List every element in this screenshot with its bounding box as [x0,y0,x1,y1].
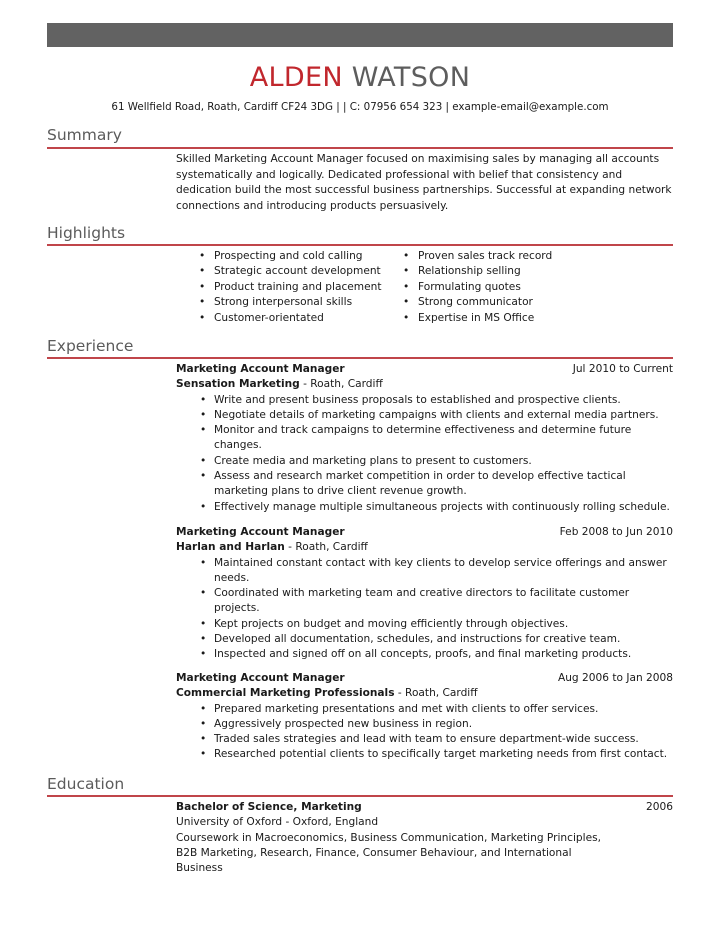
highlights-heading: Highlights [47,224,126,242]
highlight-item: • Expertise in MS Office [403,311,552,326]
summary-text: Skilled Marketing Account Manager focused on maximising sales by managing all accounts systematically and logically. Dedicated professional with belief that consistency and dedication build the most successful business partnerships. Successful at expanding network connections and introducing products persuasively. [176,153,672,212]
highlights-rule [47,244,673,246]
job-entry [176,671,673,763]
job-dates: Feb 2008 to Jun 2010 [559,526,673,538]
job-bullet: • Traded sales strategies and lead with team to ensure department-wide success. [200,733,639,746]
job-location: - Roath, Cardiff [394,687,478,700]
school: University of Oxford - Oxford, England [176,816,379,829]
education-rule [47,795,673,797]
job-dates: Aug 2006 to Jan 2008 [557,672,673,684]
experience-heading: Experience [47,337,134,355]
job-bullets [200,702,673,763]
job-bullet: • Negotiate details of marketing campaigns with clients and external media partners. [200,408,659,421]
job-entry [176,362,673,515]
job-bullet: • Create media and marketing plans to present to customers. [200,454,532,467]
summary-rule [47,147,673,149]
coursework: Coursework in Macroeconomics, Business Communication, Marketing Principles, B2B Marketing, Research, Finance, Consumer Behaviour, and International Business [176,831,601,875]
highlight-item: • Formulating quotes [403,280,552,295]
job-bullet: • Prepared marketing presentations and met with clients to offer services. [200,702,599,715]
company-name: Commercial Marketing Professionals [176,687,395,700]
job-title: Marketing Account Manager [176,363,345,375]
header-bar [47,23,673,47]
highlight-item: • Proven sales track record [403,249,552,264]
job-bullet: • Coordinated with marketing team and creative directors to facilitate customer projects. [200,587,630,615]
highlight-item: • Relationship selling [403,264,552,279]
job-bullet: • Monitor and track campaigns to determine effectiveness and determine future changes. [200,424,632,452]
job-location: - Roath, Cardiff [284,541,368,554]
job-title: Marketing Account Manager [176,526,345,538]
job-entry [176,525,673,663]
candidate-name [0,62,720,93]
highlights-right-column [403,249,552,326]
highlight-item: • Customer-orientated [199,311,382,326]
job-bullets [200,556,673,663]
job-bullet: • Assess and research market competition in order to develop effective tactical marketing plans to drive client revenue growth. [200,470,626,498]
highlights-left-column [199,249,382,326]
highlight-item: • Strategic account development [199,264,382,279]
highlight-item: • Prospecting and cold calling [199,249,382,264]
job-bullet: • Effectively manage multiple simultaneous projects with continuously rolling schedule. [200,500,670,513]
last-name: WATSON [351,62,471,93]
graduation-year: 2006 [646,801,673,813]
job-bullet: • Maintained constant contact with key clients to develop service offerings and answer needs. [200,556,667,584]
job-bullet: • Kept projects on budget and moving efficiently through objectives. [200,617,569,630]
job-bullets [200,393,673,515]
education-entry [176,800,673,876]
first-name: ALDEN [249,62,343,93]
job-bullet: • Write and present business proposals to established and prospective clients. [200,393,621,406]
job-bullet: • Researched potential clients to specifically target marketing needs from first contact. [200,748,668,761]
job-bullet: • Aggressively prospected new business in region. [200,717,473,730]
summary-heading: Summary [47,126,122,144]
contact-line: 61 Wellfield Road, Roath, Cardiff CF24 3DG | | C: 07956 654 323 | example-email@example.com [111,101,609,113]
degree: Bachelor of Science, Marketing [176,801,362,813]
highlight-item: • Product training and placement [199,280,382,295]
company-name: Sensation Marketing [176,378,300,391]
job-bullet: • Inspected and signed off on all concepts, proofs, and final marketing products. [200,648,632,661]
highlight-item: • Strong communicator [403,295,552,310]
job-dates: Jul 2010 to Current [572,363,673,375]
job-location: - Roath, Cardiff [299,378,383,391]
education-heading: Education [47,775,125,793]
highlight-item: • Strong interpersonal skills [199,295,382,310]
experience-rule [47,357,673,359]
job-bullet: • Developed all documentation, schedules, and instructions for creative team. [200,633,621,646]
job-title: Marketing Account Manager [176,672,345,684]
company-name: Harlan and Harlan [176,541,285,554]
